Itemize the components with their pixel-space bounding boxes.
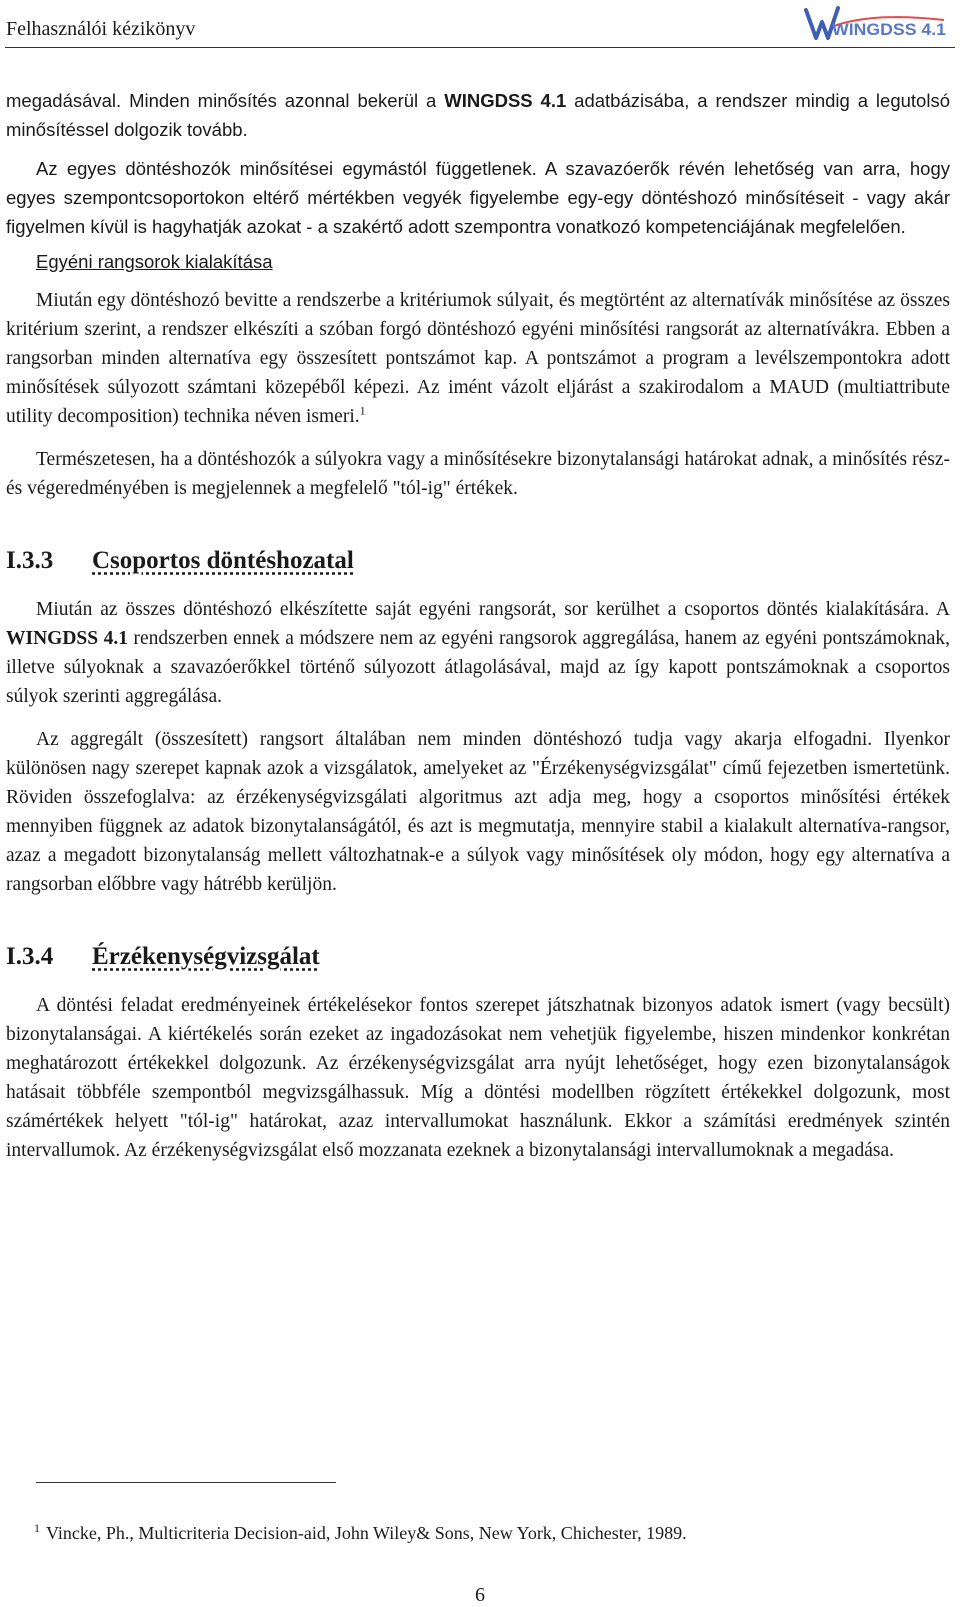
body-paragraph-3: Miután egy döntéshozó bevitte a rendszerbe a kritériumok súlyait, és megtörtént az alternatívák minősítése az összes kritérium szerint, a rendszer elkészíti a szóban forgó döntéshozó egyéni minősítési rangsorát az alternatívákra. Ebben a rangsorban minden alternatíva egy összesített pontszámot kap. A pontszámot a program a levélszempontokra adott minősítések súlyozott számtani közepéből képezi. Az imént vázolt eljárást a szakirodalom a MAUD (multiattribute utility decomposition) technika néven ismeri.$^1$ [6,290,950,427]
footnote-text: Vincke, Ph., Multicriteria Decision-aid, John Wiley& Sons, New York, Chichester, 1989. [46,1523,687,1543]
section-heading-333 [6,545,950,577]
page-number: 6 [475,1584,485,1606]
wingdss-logo [804,2,952,46]
section-title: Csoportos döntéshozatal [92,547,354,574]
body-paragraph-1: megadásával. Minden minősítés azonnal bekerül a WINGDSS 4.1 adatbázisába, a rendszer mindig a legutolsó minősítéssel dolgozik tovább. [6,90,950,140]
section-334-paragraph-1: A döntési feladat eredményeinek értékelésekor fontos szerepet játszhatnak bizonyos adatok ismert (vagy becsült) bizonytalanságai. A kiértékelés során ezeket az ingadozásokat nem vehetjük figyelembe, hiszen mindenkor konkrétan meghatározott értékekkel dolgozunk. Az érzékenységvizsgálat arra nyújt lehetőséget, hogy ezen bizonytalanságok hatásait többféle szempontból megvizsgálhassuk. Míg a döntési modellben rögzített értékekkel dolgozunk, most számértékek helyett "tól-ig" határokat, azaz intervallumokat használunk. Ekkor a számítási eredmények szintén intervallumok. Az érzékenységvizsgálat első mozzanata ezeknek a bizonytalansági intervallumoknak a megadása. [6,995,950,1161]
section-number: I.3.3 [6,547,54,574]
body-paragraph-4: Természetesen, ha a döntéshozók a súlyokra vagy a minősítésekre bizonytalansági határokat adnak, a minősítés rész- és végeredményében is megjelennek a megfelelő "tól-ig" értékek. [6,449,950,499]
footnote-ref[interactable]: 1 [359,403,366,418]
logo-text: WINGDSS 4.1 [832,20,946,39]
footnote [34,1521,687,1545]
product-name: WINGDSS 4.1 [6,628,128,649]
footnote-marker: 1 [34,1521,40,1535]
section-number: I.3.4 [6,943,54,970]
section-333-paragraph-2: Az aggregált (összesített) rangsort általában nem minden döntéshozó tudja vagy akarja elfogadni. Ilyenkor különösen nagy szerepet kapnak azok a vizsgálatok, amelyeket az "Érzékenységvizsgálat" című fejezetben ismertetünk. Röviden összefoglalva: az érzékenységvizsgálati algoritmus azt adja meg, hogy a csoportos minősítési értékek mennyiben függnek az adatok bizonytalanságától, és azt is megmutatja, mennyire stabil a kialakult alternatíva-rangsor, azaz a megadott bizonytalanság mellett változhatnak-e a súlyok vagy minősítések oly módon, hogy egy alternatíva a rangsorban előbbre vagy hátrébb kerüljön. [6,729,950,895]
subheading-individual-rankings: Egyéni rangsorok kialakítása [36,251,273,272]
body-paragraph-2: Az egyes döntéshozók minősítései egymástól függetlenek. A szavazóerők révén lehetőség van arra, hogy egyes szempontcsoportokon eltérő mértékben vegyék figyelembe egy-egy döntéshozó minősítéseit - vagy akár figyelmen kívül is hagyhatják azokat - a szakértő adott szempontra vonatkozó kompetenciájának megfelelően. [6,158,950,237]
page-body [6,86,950,1165]
header-divider [5,47,955,48]
product-name: WINGDSS 4.1 [444,90,567,111]
header-title: Felhasználói kézikönyv [6,18,196,40]
section-heading-334 [6,941,950,973]
page-header [0,0,960,50]
footnote-divider [36,1482,336,1483]
section-333-paragraph-1: Miután az összes döntéshozó elkészítette saját egyéni rangsorát, sor kerülhet a csoportos döntés kialakítására. A WINGDSS 4.1 rendszerben ennek a módszere nem az egyéni rangsorok aggregálása, hanem az egyéni pontszámoknak, illetve súlyoknak a szavazóerőkkel történő súlyozott átlagolásával, majd az így kapott pontszámoknak a csoportos súlyok szerinti aggregálása. [6,599,950,707]
section-title: Érzékenységvizsgálat [92,943,320,970]
